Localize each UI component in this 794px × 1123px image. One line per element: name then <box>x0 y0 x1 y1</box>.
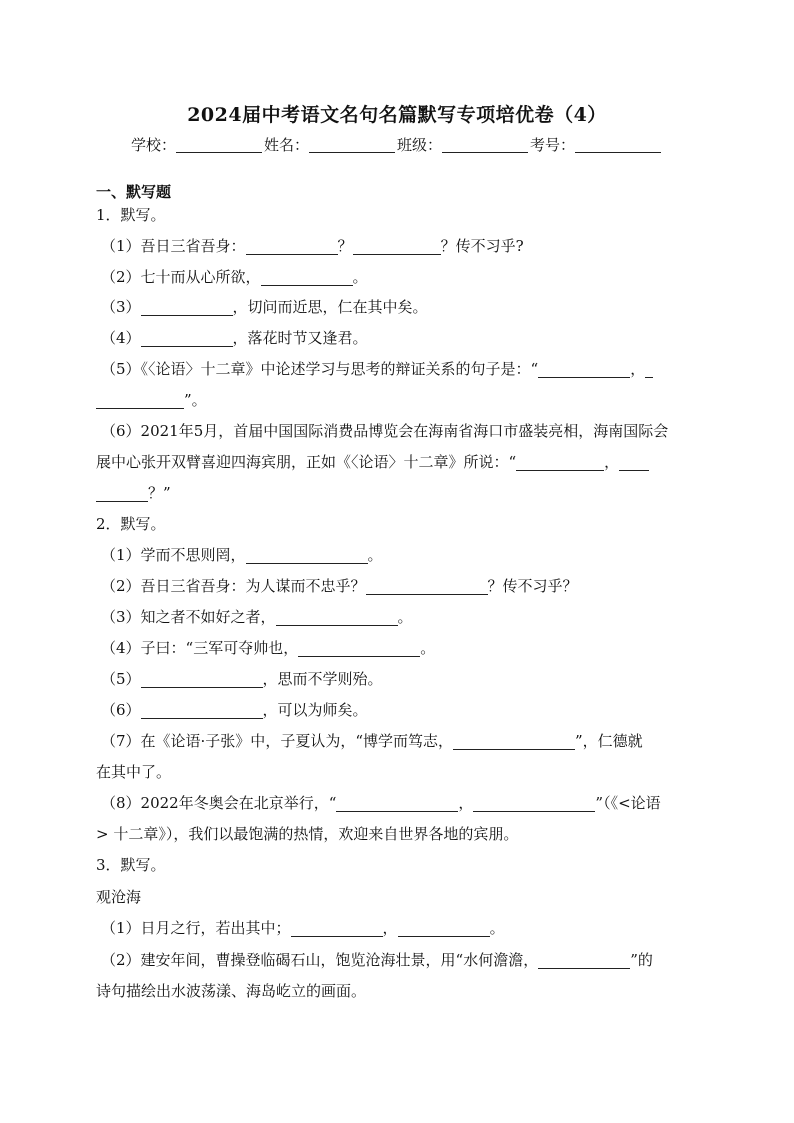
q1-item-5-text-a: （5）《〈论语〉十二章》中论述学习与思考的辩证关系的句子是：“ <box>101 360 539 378</box>
q3-item-2-text-b: ”的 <box>630 951 653 969</box>
q2-item-7-cont: 在其中了。 <box>96 763 172 781</box>
answer-blank[interactable] <box>538 952 630 969</box>
q1-item-6-text-c: ， <box>604 453 620 471</box>
q2-item-5-text-b: ，思而不学则殆。 <box>262 670 383 688</box>
q1-item-1-text-c: ？传不习乎? <box>440 237 524 255</box>
q1-heading: 1．默写。 <box>96 206 166 224</box>
q1-item-4-text-a: （4） <box>101 329 141 347</box>
q1-item-2 <box>101 267 368 287</box>
q3-heading: 3．默写。 <box>96 856 166 874</box>
answer-blank[interactable] <box>246 238 338 255</box>
q2-item-8 <box>101 793 661 813</box>
q2-item-3 <box>101 607 413 627</box>
q2-item-7-text-a: （7）在《论语·子张》中，子夏认为，“博学而笃志， <box>101 732 453 750</box>
page-title: 2024届中考语文名句名篇默写专项培优卷（4） <box>187 104 607 126</box>
class-blank[interactable] <box>442 137 528 153</box>
q2-item-8-text-a: （8）2022年冬奥会在北京举行，“ <box>101 794 337 812</box>
q2-item-8-text-b: ， <box>458 794 474 812</box>
number-label: 考号： <box>530 136 576 154</box>
answer-blank[interactable] <box>276 609 398 626</box>
q2-item-5 <box>101 669 383 689</box>
q2-heading: 2．默写。 <box>96 515 166 533</box>
q2-item-6-text-a: （6） <box>101 701 141 719</box>
answer-blank[interactable] <box>246 547 368 564</box>
q2-item-2-text-a: （2）吾日三省吾身：为人谋而不忠乎？ <box>101 577 366 595</box>
q2-item-1-text-b: 。 <box>367 546 383 564</box>
q2-item-3-text-b: 。 <box>397 608 413 626</box>
q2-item-4-text-a: （4）子曰：“三军可夺帅也， <box>101 639 299 657</box>
answer-blank[interactable] <box>141 671 263 688</box>
q3-item-2 <box>101 950 653 970</box>
q1-item-4-text-b: ，落花时节又逢君。 <box>232 329 368 347</box>
answer-blank[interactable] <box>96 392 184 409</box>
q3-item-2-text-a: （2）建安年间，曹操登临碣石山，饱览沧海壮景，用“水何澹澹， <box>101 951 539 969</box>
q1-item-1-text-b: ？ <box>337 237 353 255</box>
q3-item-2-cont: 诗句描绘出水波荡漾、海岛屹立的画面。 <box>96 982 367 1000</box>
q2-item-4 <box>101 638 435 658</box>
q1-item-6-cont2 <box>96 483 171 503</box>
answer-blank[interactable] <box>538 361 630 378</box>
student-info-row <box>0 134 794 155</box>
q1-item-4 <box>101 328 368 348</box>
q1-item-5-text-c: ”。 <box>184 391 207 409</box>
q2-item-2-text-b: ？传不习乎？ <box>487 577 578 595</box>
answer-blank[interactable] <box>298 640 420 657</box>
q1-item-6: （6）2021年5月，首届中国国际消费品博览会在海南省海口市盛装亮相，海南国际会 <box>101 422 669 440</box>
answer-blank[interactable] <box>141 299 233 316</box>
q1-item-2-text-a: （2）七十而从心所欲， <box>101 268 261 286</box>
answer-blank[interactable] <box>453 733 575 750</box>
answer-blank[interactable] <box>516 454 604 471</box>
q1-item-5 <box>101 359 653 379</box>
number-blank[interactable] <box>575 137 661 153</box>
answer-blank[interactable] <box>645 361 653 378</box>
answer-blank[interactable] <box>366 578 488 595</box>
q2-item-8-text-c: ”（《<论语 <box>595 794 661 812</box>
answer-blank[interactable] <box>473 795 595 812</box>
answer-blank[interactable] <box>398 920 490 937</box>
q2-item-7-text-b: ”，仁德就 <box>574 732 643 750</box>
q1-item-3-text-b: ，切问而近思，仁在其中矣。 <box>232 298 428 316</box>
q2-item-2 <box>101 576 578 596</box>
q2-item-5-text-a: （5） <box>101 670 141 688</box>
q2-item-6-text-b: ，可以为师矣。 <box>262 701 368 719</box>
q3-item-1-text-c: 。 <box>489 919 505 937</box>
q2-item-1 <box>101 545 383 565</box>
q1-item-6-text-d: ？” <box>148 484 171 502</box>
school-blank[interactable] <box>176 137 262 153</box>
answer-blank[interactable] <box>141 330 233 347</box>
q1-item-3 <box>101 297 428 317</box>
answer-blank[interactable] <box>291 920 383 937</box>
q3-poem-title: 观沧海 <box>96 888 142 906</box>
q3-item-1-text-a: （1）日月之行，若出其中； <box>101 919 291 937</box>
answer-blank[interactable] <box>261 269 353 286</box>
answer-blank[interactable] <box>336 795 458 812</box>
answer-blank[interactable] <box>353 238 441 255</box>
q1-item-1-text-a: （1）吾日三省吾身： <box>101 237 246 255</box>
q2-item-4-text-b: 。 <box>420 639 436 657</box>
q1-item-6-text-b: 展中心张开双臂喜迎四海宾朋，正如《〈论语〉十二章》所说：“ <box>96 453 517 471</box>
q2-item-8-cont: > 十二章》），我们以最饱满的热情，欢迎来自世界各地的宾朋。 <box>96 825 519 843</box>
q1-item-5-text-b: ， <box>630 360 646 378</box>
answer-blank[interactable] <box>141 702 263 719</box>
q2-item-6 <box>101 700 368 720</box>
answer-blank[interactable] <box>619 454 649 471</box>
q2-item-7 <box>101 731 643 751</box>
q1-item-2-text-b: 。 <box>352 268 368 286</box>
q3-item-1-text-b: ， <box>382 919 398 937</box>
q2-item-1-text-a: （1）学而不思则罔， <box>101 546 246 564</box>
answer-blank[interactable] <box>96 485 148 502</box>
class-label: 班级： <box>397 136 443 154</box>
q1-item-1 <box>101 236 524 256</box>
q2-item-3-text-a: （3）知之者不如好之者， <box>101 608 276 626</box>
name-label: 姓名： <box>263 136 309 154</box>
name-blank[interactable] <box>309 137 395 153</box>
q1-item-6-cont <box>96 452 649 472</box>
q3-item-1 <box>101 918 505 938</box>
q1-item-3-text-a: （3） <box>101 298 141 316</box>
q1-item-5-cont <box>96 390 207 410</box>
school-label: 学校： <box>130 136 176 154</box>
section-title: 一、默写题 <box>96 183 172 201</box>
